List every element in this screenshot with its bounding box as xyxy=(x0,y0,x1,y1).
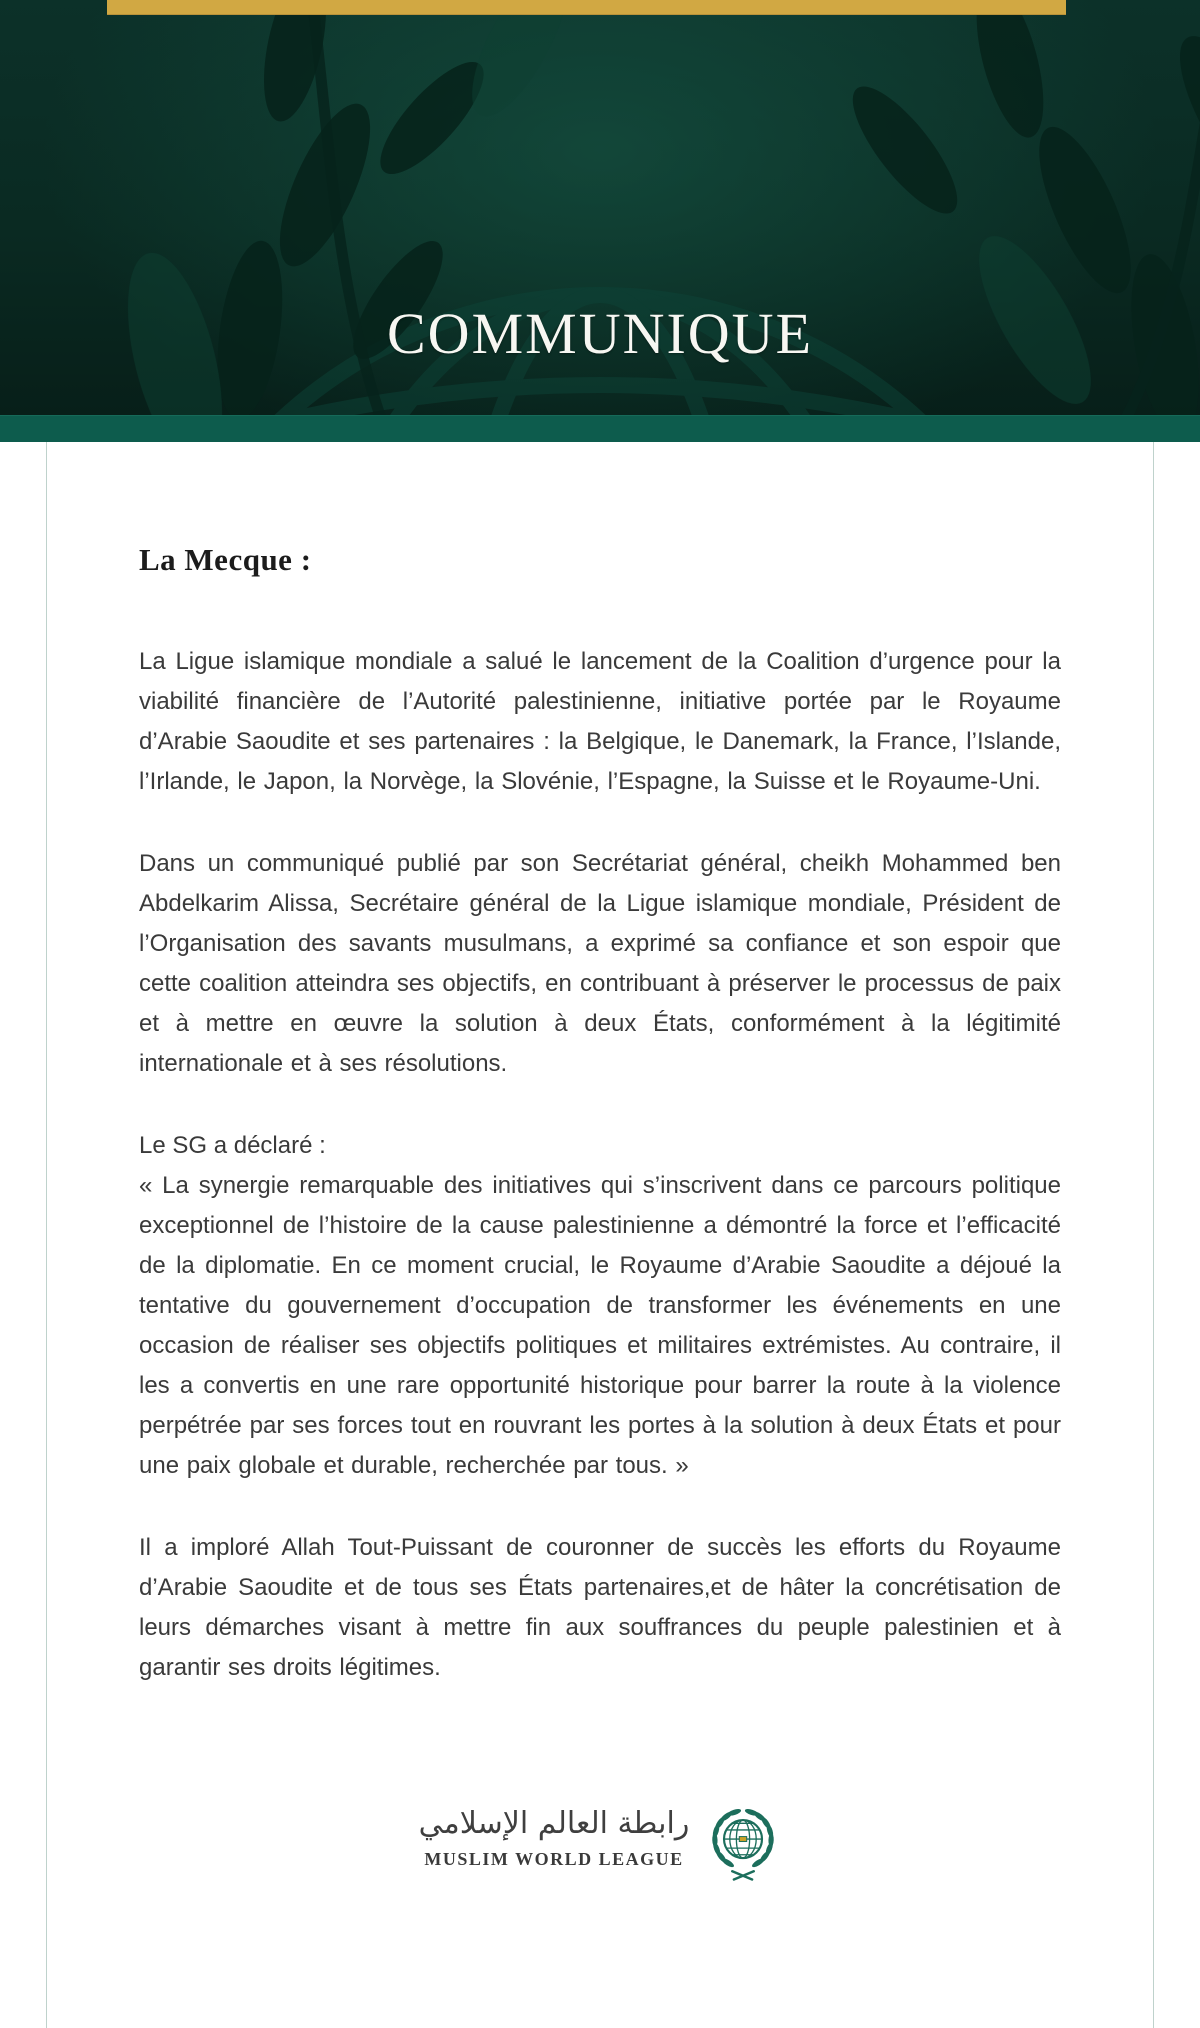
mwl-emblem-icon xyxy=(705,1804,781,1884)
mwl-arabic-name: رابطة العالم الإسلامي xyxy=(418,1806,690,1841)
content-card xyxy=(46,442,1154,2028)
teal-divider xyxy=(0,415,1200,442)
quote-paragraph: « La synergie remarquable des initiatives qui s’inscrivent dans ce parcours politique exceptionnel de l’histoire de la cause palestinienne a démontré la force et l’efficacité de la diplomatie. En ce moment crucial, le Royaume d’Arabie Saoudite a déjoué la tentative du gouvernement d’occupation de transformer les événements en une occasion de réaliser ses objectifs politiques et militaires extrémistes. Au contraire, il les a convertis en une rare opportunité historique pour barrer la route à la violence perpétrée par ses forces tout en rouvrant les portes à la solution à deux États et pour une paix globale et durable, recherchée par tous. » xyxy=(139,1172,1061,1479)
location-heading: La Mecque : xyxy=(139,542,312,577)
paragraph-sg-statement: Dans un communiqué publié par son Secrétariat général, cheikh Mohammed ben Abdelkarim Alissa, Secrétaire général de la Ligue islamique mondiale, Président de l’Organisation des savants musulmans, a exprimé sa confiance et son espoir que cette coalition atteindra ses objectifs, en contribuant à préserver le processus de paix et à mettre en œuvre la solution à deux États, conformément à la légitimité internationale et à ses résolutions. xyxy=(139,850,1061,1077)
globe-icon xyxy=(724,1820,762,1858)
wreath-stems-icon xyxy=(733,1871,754,1879)
closing-paragraph: Il a imploré Allah Tout-Puissant de couronner de succès les efforts du Royaume d’Arabie Saoudite et de tous ses États partenaires,et de hâter la concrétisation de leurs démarches visant à mettre fin aux souffrances du peuple palestinien et à garantir ses droits légitimes. xyxy=(139,1534,1061,1681)
quote-intro: Le SG a déclaré : xyxy=(139,1132,326,1159)
footer-logo xyxy=(139,1792,1061,1884)
mwl-org-name: MUSLIM WORLD LEAGUE xyxy=(424,1849,684,1869)
paragraph-coalition-launch: La Ligue islamique mondiale a salué le lancement de la Coalition d’urgence pour la viabilité financière de l’Autorité palestinienne, initiative portée par le Royaume d’Arabie Saoudite et ses partenaires : la Belgique, le Danemark, la France, l’Islande, l’Irlande, le Japon, la Norvège, la Slovénie, l’Espagne, la Suisse et le Royaume-Uni. xyxy=(139,648,1061,795)
logo-text-column xyxy=(419,1806,690,1870)
kaaba-gold-mark-icon xyxy=(740,1837,747,1842)
communique-title: COMMUNIQUE xyxy=(387,301,813,366)
header-banner xyxy=(0,0,1200,415)
top-gold-bar xyxy=(107,0,1066,15)
quote-block xyxy=(139,1126,1061,1486)
